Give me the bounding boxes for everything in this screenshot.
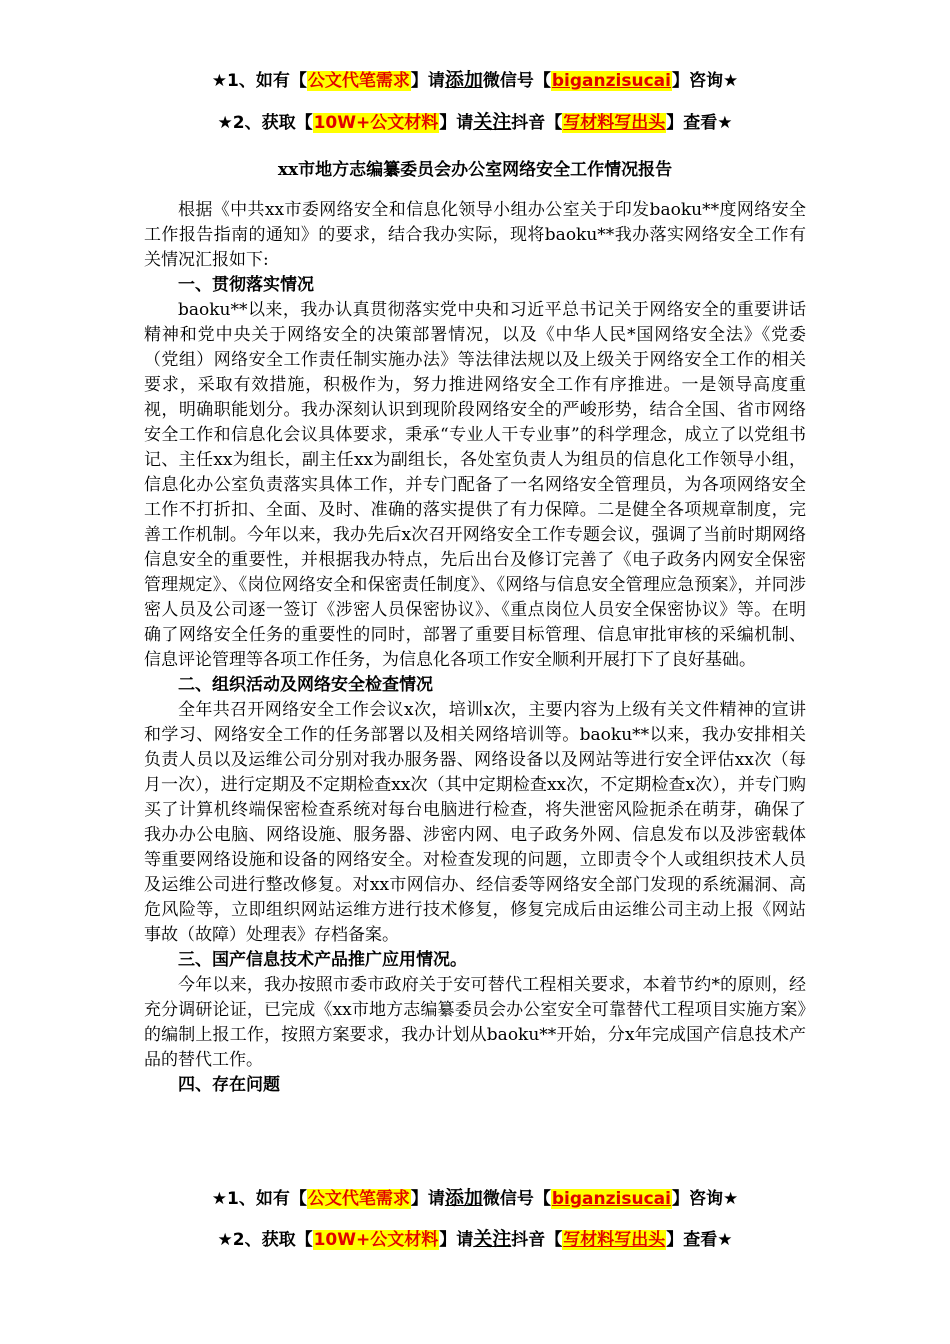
section-heading-4: 四、存在问题 bbox=[178, 1075, 280, 1095]
highlight-service: 公文代笔需求 bbox=[307, 1189, 410, 1209]
ad-banner-top-2 bbox=[0, 110, 950, 135]
banner-text: 】请 bbox=[410, 71, 445, 91]
ad-banner-bottom-2 bbox=[0, 1227, 950, 1252]
highlight-wechat-id: biganzisucai bbox=[551, 71, 671, 91]
banner-text: 】请 bbox=[410, 1189, 445, 1209]
highlight-materials: 10W+公文材料 bbox=[313, 1230, 439, 1250]
highlight-douyin-id: 写材料写出头 bbox=[563, 1230, 666, 1250]
ad-banner-top-1 bbox=[0, 68, 950, 93]
emphasis-text: 关注 bbox=[473, 1228, 512, 1250]
banner-text: 微信号【 bbox=[482, 1189, 551, 1209]
highlight-materials: 10W+公文材料 bbox=[313, 113, 439, 133]
banner-prefix: ★2、获取【 bbox=[217, 113, 313, 133]
highlight-service: 公文代笔需求 bbox=[307, 71, 410, 91]
banner-suffix: 】咨询★ bbox=[671, 71, 739, 91]
document-title: xx市地方志编纂委员会办公室网络安全工作情况报告 bbox=[277, 160, 673, 180]
section-paragraph-2: 全年共召开网络安全工作会议x次，培训x次，主要内容为上级有关文件精神的宣讲和学习、网络安全工作的任务部署以及相关网络培训等。baoku**以来，我办安排相关负责人员以及运维公司分别对我办服务器、网络设备以及网站等进行安全评估xx次（每月一次），进行定期及不定期检查xx次（其中定期检查xx次，不定期检查x次），并专门购买了计算机终端保密检查系统对每台电脑进行检查，将失泄密风险扼杀在萌芽，确保了我办办公电脑、网络设施、服务器、涉密内网、电子政务外网、信息发布以及涉密载体等重要网络设施和设备的网络安全。对检查发现的问题，立即责令个人或组织技术人员及运维公司进行整改修复。对xx市网信办、经信委等网络安全部门发现的系统漏洞、高危风险等，立即组织网站运维方进行技术修复，修复完成后由运维公司主动上报《网站事故（故障）处理表》存档备案。 bbox=[144, 700, 806, 945]
highlight-douyin-id: 写材料写出头 bbox=[563, 113, 666, 133]
section-paragraph-3: 今年以来，我办按照市委市政府关于安可替代工程相关要求，本着节约*的原则，经充分调研论证，已完成《xx市地方志编纂委员会办公室安全可靠替代工程项目实施方案》的编制上报工作，按照方案要求，我办计划从baoku**开始，分x年完成国产信息技术产品的替代工作。 bbox=[144, 975, 806, 1070]
emphasis-text: 添加 bbox=[444, 69, 483, 91]
banner-text: 】请 bbox=[439, 113, 474, 133]
banner-prefix: ★1、如有【 bbox=[211, 71, 307, 91]
banner-suffix: 】查看★ bbox=[666, 1230, 733, 1250]
banner-suffix: 】咨询★ bbox=[671, 1189, 739, 1209]
emphasis-text: 添加 bbox=[444, 1187, 483, 1209]
banner-prefix: ★1、如有【 bbox=[211, 1189, 307, 1209]
banner-suffix: 】查看★ bbox=[666, 113, 733, 133]
banner-prefix: ★2、获取【 bbox=[217, 1230, 313, 1250]
banner-text: 抖音【 bbox=[511, 113, 563, 133]
section-heading-2: 二、组织活动及网络安全检查情况 bbox=[178, 675, 433, 695]
section-paragraph-1: baoku**以来，我办认真贯彻落实党中央和习近平总书记关于网络安全的重要讲话精神和党中央关于网络安全的决策部署情况，以及《中华人民*国网络安全法》《党委（党组）网络安全工作责任制实施办法》等法律法规以及上级关于网络安全工作的相关要求，采取有效措施，积极作为，努力推进网络安全工作有序推进。一是领导高度重视，明确职能划分。我办深刻认识到现阶段网络安全的严峻形势，结合全国、省市网络安全工作和信息化会议具体要求，秉承“专业人干专业事”的科学理念，成立了以党组书记、主任xx为组长，副主任xx为副组长，各处室负责人为组员的信息化工作领导小组，信息化办公室负责落实具体工作，并专门配备了一名网络安全管理员，为各项网络安全工作不打折扣、全面、及时、准确的落实提供了有力保障。二是健全各项规章制度，完善工作机制。今年以来，我办先后x次召开网络安全工作专题会议，强调了当前时期网络信息安全的重要性，并根据我办特点，先后出台及修订完善了《电子政务内网安全保密管理规定》、《岗位网络安全和保密责任制度》、《网络与信息安全管理应急预案》，并同涉密人员及公司逐一签订《涉密人员保密协议》、《重点岗位人员安全保密协议》等。在明确了网络安全任务的重要性的同时，部署了重要目标管理、信息审批审核的采编机制、信息评论管理等各项工作任务，为信息化各项工作安全顺利开展打下了良好基础。 bbox=[144, 300, 806, 670]
section-heading-1: 一、贯彻落实情况 bbox=[178, 275, 314, 295]
document-body bbox=[144, 198, 806, 1098]
banner-text: 微信号【 bbox=[482, 71, 551, 91]
emphasis-text: 关注 bbox=[473, 111, 512, 133]
highlight-wechat-id: biganzisucai bbox=[551, 1189, 671, 1209]
banner-text: 抖音【 bbox=[511, 1230, 563, 1250]
banner-text: 】请 bbox=[439, 1230, 474, 1250]
intro-paragraph: 根据《中共xx市委网络安全和信息化领导小组办公室关于印发baoku**度网络安全工作报告指南的通知》的要求，结合我办实际，现将baoku**我办落实网络安全工作有关情况汇报如下: bbox=[144, 200, 806, 270]
section-heading-3: 三、国产信息技术产品推广应用情况。 bbox=[178, 950, 467, 970]
ad-banner-bottom-1 bbox=[0, 1186, 950, 1211]
